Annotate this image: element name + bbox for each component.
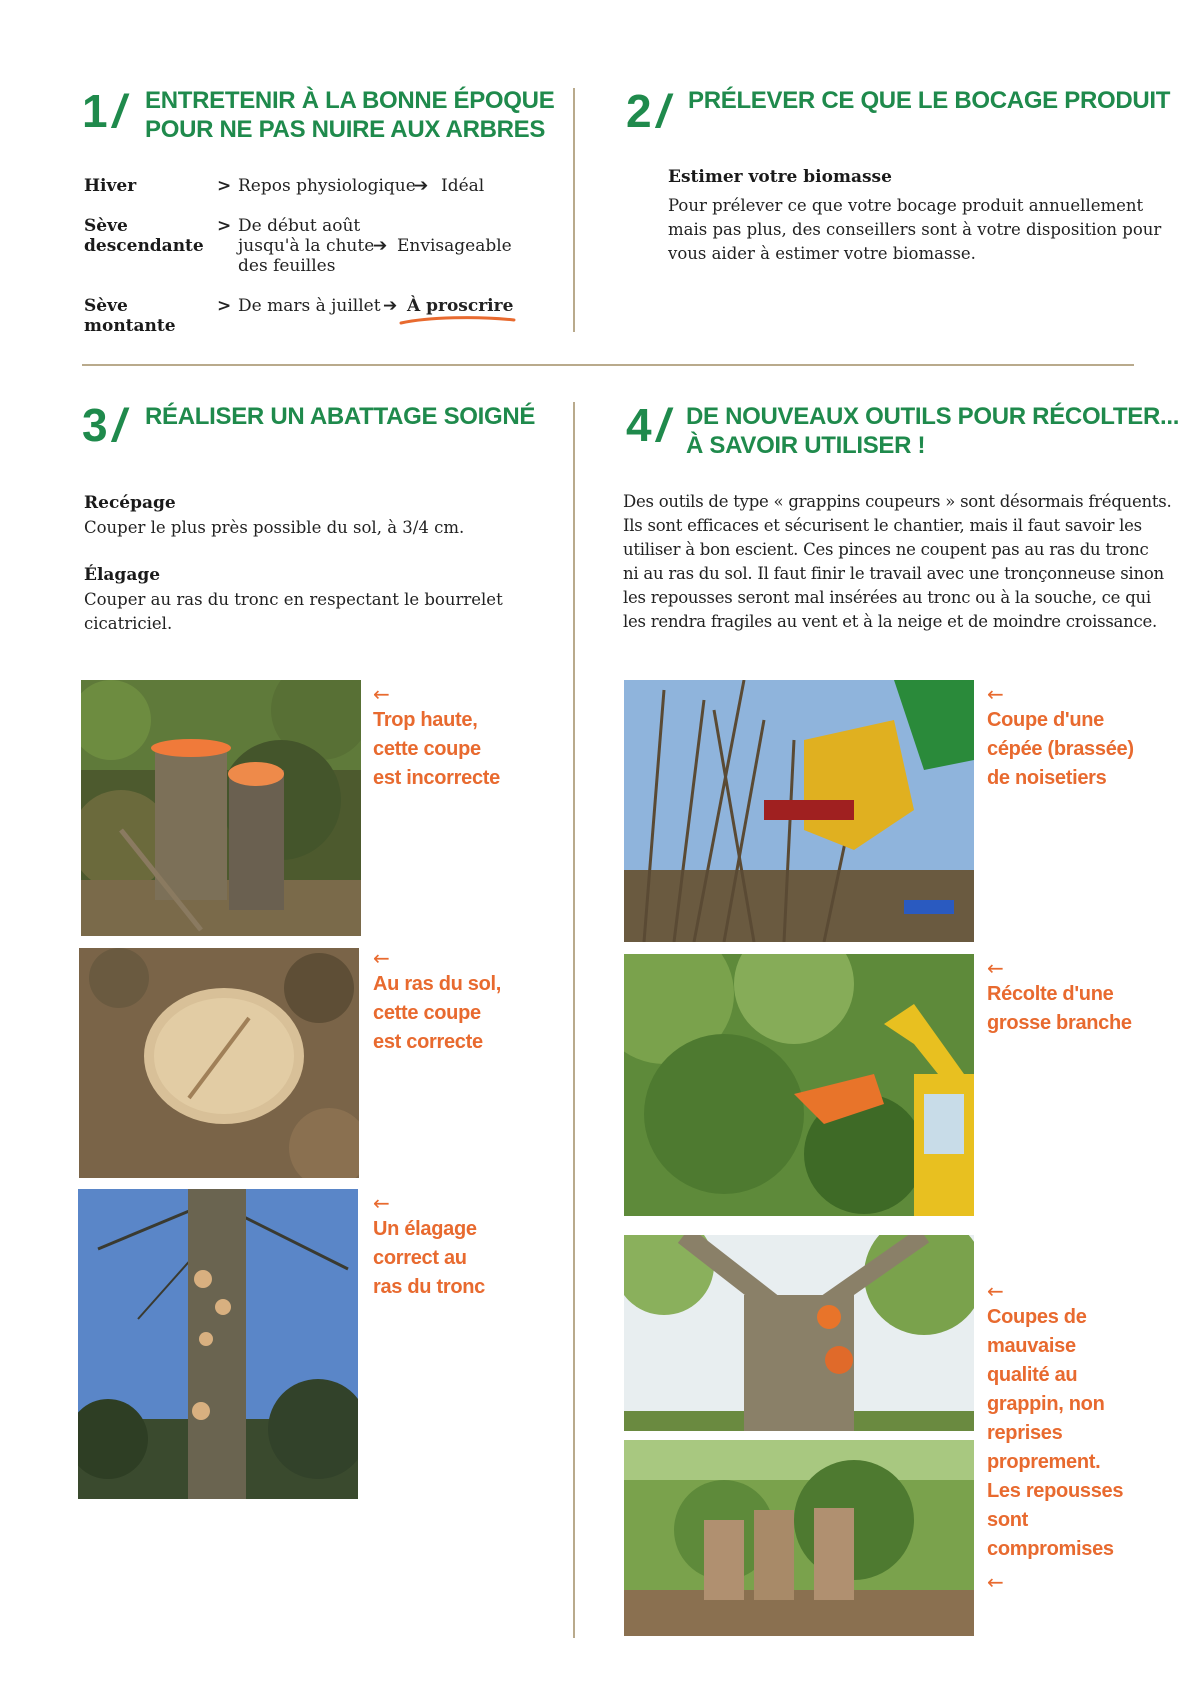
section-2-paragraph: Pour prélever ce que votre bocage produit annuellement mais pas plus, des conseillers sont à votre disposition pour vous aider à estimer votre biomasse. [668,196,1162,263]
elagage-text: Couper au ras du tronc en respectant le bourrelet cicatriciel. [84,590,503,633]
photo-branch-harvest [624,954,974,1216]
caption-bad-cuts: Coupes de mauvaise qualité au grappin, non reprises proprement. Les repousses sont compromises [987,1306,1124,1560]
photo-ground-stump [79,948,359,1178]
caption-4-arrow-icon: ← [987,682,1004,706]
section-4-number: 4 / [626,399,669,451]
row-montante-arrow: ➔ [383,296,398,316]
section-1-number: 1 / [82,85,125,137]
section-3-title: RÉALISER UN ABATTAGE SOIGNÉ [145,403,536,430]
row-hiver-marker: > [217,176,232,196]
section-2-title: PRÉLEVER CE QUE LE BOCAGE PRODUIT [688,87,1171,114]
section-1-title: ENTRETENIR À LA BONNE ÉPOQUE POUR NE PAS NUIRE AUX ARBRES [145,87,555,143]
caption-hazel-cut: Coupe d'une cépée (brassée) de noisetiers [987,709,1134,789]
photo-bad-cuts-tree [624,1235,974,1431]
caption-pruned-trunk: Un élagage correct au ras du tronc [373,1218,485,1298]
row-hiver-arrow: ➔ [414,176,429,196]
row-descendante-period: De début août jusqu'à la chute des feuilles [238,216,375,276]
row-montante-period: De mars à juillet [238,296,381,316]
caption-2-arrow-icon: ← [373,946,390,970]
row-descendante-marker: > [217,216,232,236]
caption-high-stump: Trop haute, cette coupe est incorrecte [373,709,500,789]
photo-high-stump [81,680,361,936]
photo-pruned-trunk [78,1189,358,1499]
recepage-heading: Recépage [84,493,176,513]
row-montante-marker: > [217,296,232,316]
caption-1-arrow-icon: ← [373,682,390,706]
caption-ground-stump: Au ras du sol, cette coupe est correcte [373,973,502,1053]
row-descendante-label: Sève descendante [84,216,204,256]
row-hiver-label: Hiver [84,176,137,196]
row-hiver-period: Repos physiologique [238,176,416,196]
row-descendante-arrow: ➔ [373,236,388,256]
row-descendante-verdict: Envisageable [397,236,512,256]
photo-bad-cuts-stumps [624,1440,974,1636]
row-montante-label: Sève montante [84,296,176,336]
recepage-text: Couper le plus près possible du sol, à 3/4 cm. [84,518,465,537]
section-divider [82,364,1134,366]
row-montante-verdict: À proscrire [407,296,514,316]
column-divider-top [573,88,575,332]
caption-6-arrow-up-icon: ← [987,1279,1004,1303]
section-2-number: 2 / [626,85,669,137]
row-hiver-verdict: Idéal [441,176,485,196]
section-4-paragraph: Des outils de type « grappins coupeurs » sont désormais fréquents. Ils sont efficaces et sécurisent le chantier, mais il faut savoir les utiliser à bon escient. Ces pinces ne coupent pas au ras du tronc ni au ras du sol. Il faut finir le travail avec une tronçonneuse sinon les repousses seront mal insérées au tronc ou à la souche, ce qui les rendra fragiles au vent et à la neige et de moindre croissance. [623,492,1172,631]
photo-hazel-cut [624,680,974,942]
section-2-subhead: Estimer votre biomasse [668,167,892,187]
caption-3-arrow-icon: ← [373,1191,390,1215]
caption-6-arrow-down-icon: ← [987,1570,1004,1594]
section-3-number: 3 / [82,399,125,451]
verdict-underline [398,314,518,328]
caption-5-arrow-icon: ← [987,956,1004,980]
column-divider-bottom [573,402,575,1638]
section-4-title: DE NOUVEAUX OUTILS POUR RÉCOLTER... À SAVOIR UTILISER ! [686,403,1180,459]
elagage-heading: Élagage [84,565,161,585]
caption-branch-harvest: Récolte d'une grosse branche [987,983,1132,1034]
